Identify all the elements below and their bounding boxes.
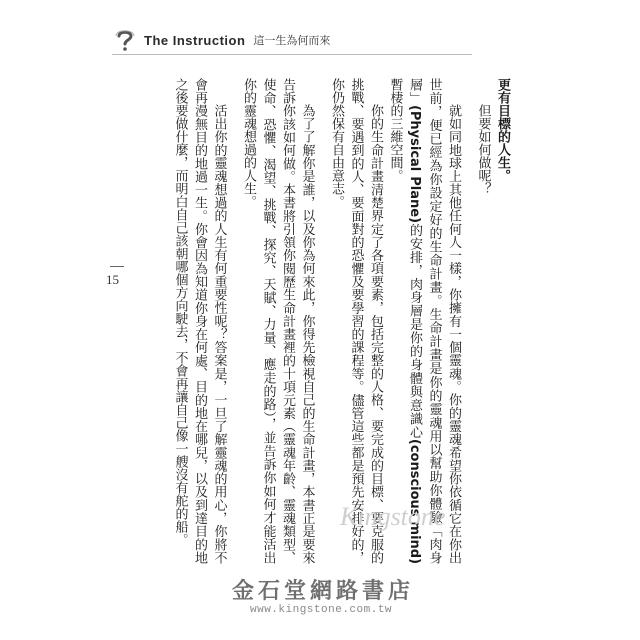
paragraph-3 xyxy=(385,78,463,564)
body-text xyxy=(140,78,512,564)
paragraph-5: 為了了解你是誰，以及你為何來此，你得先檢視自己的生命計畫，本書正是要來告訴你該如何做。本書將引領你閱歷生命計畫裡的十項元素（靈魂年齡、靈魂類型、使命、恐懼、渴望、挑戰、探究、天賦、力量、應走的路），並告訴你如何才能活出你的靈魂想過的人生。 xyxy=(241,78,315,564)
paragraph-6: 活出你的靈魂想過的人生有何重要性呢？答案是，一旦了解靈魂的用心，你將不會再漫無目的地過一生。你會因為知道你身在何處、目的地在哪兒，以及到達目的地之後要做什麼，而明白自己該朝哪個方向駛去，不會再讓自己像一艘沒有舵的船。 xyxy=(172,78,227,564)
watermark-logo: Kingstone xyxy=(340,502,446,531)
paragraph-3-text-a: 就如同地球上其他任何人一樣，你擁有一個靈魂。你的靈魂希望你依循它在你出世前，便已經為你設定好的生命計畫。生命計畫是你的靈魂用以幫助你體驗「肉身層」 xyxy=(407,78,461,564)
chapter-title: 這一生為何而來 xyxy=(253,35,331,47)
paragraph-2: 但要如何做呢？ xyxy=(475,104,491,195)
paragraph-3-text-b: 的安排，肉身層是你的身體與意識心 xyxy=(407,223,422,439)
running-header xyxy=(112,28,472,52)
question-mark-icon xyxy=(112,28,138,52)
paragraph-1: 更有目標的人生。 xyxy=(495,78,510,182)
paragraph-3-text-c: 暫棲的三維空間。 xyxy=(387,78,403,182)
paragraph-4: 你的生命計畫清楚界定了各項要素，包括完整的人格、要完成的目標、要克服的挑戰、要遇到的人、要面對的恐懼及要學習的課程等。儘管這些都是預先安排好的，你仍然保有自由意志。 xyxy=(329,78,383,564)
physical-plane-term: (Physical Plane) xyxy=(407,104,422,224)
page-number: 15 xyxy=(106,272,119,287)
conscious-mind-term: (conscious mind) xyxy=(407,438,422,564)
watermark-url: www.kingstone.com.tw xyxy=(250,604,393,616)
watermark-store-name: 金石堂網路書店 xyxy=(232,579,415,604)
series-title: The Instruction xyxy=(144,32,246,48)
header-rule xyxy=(112,54,472,55)
folio-rule xyxy=(110,266,124,267)
